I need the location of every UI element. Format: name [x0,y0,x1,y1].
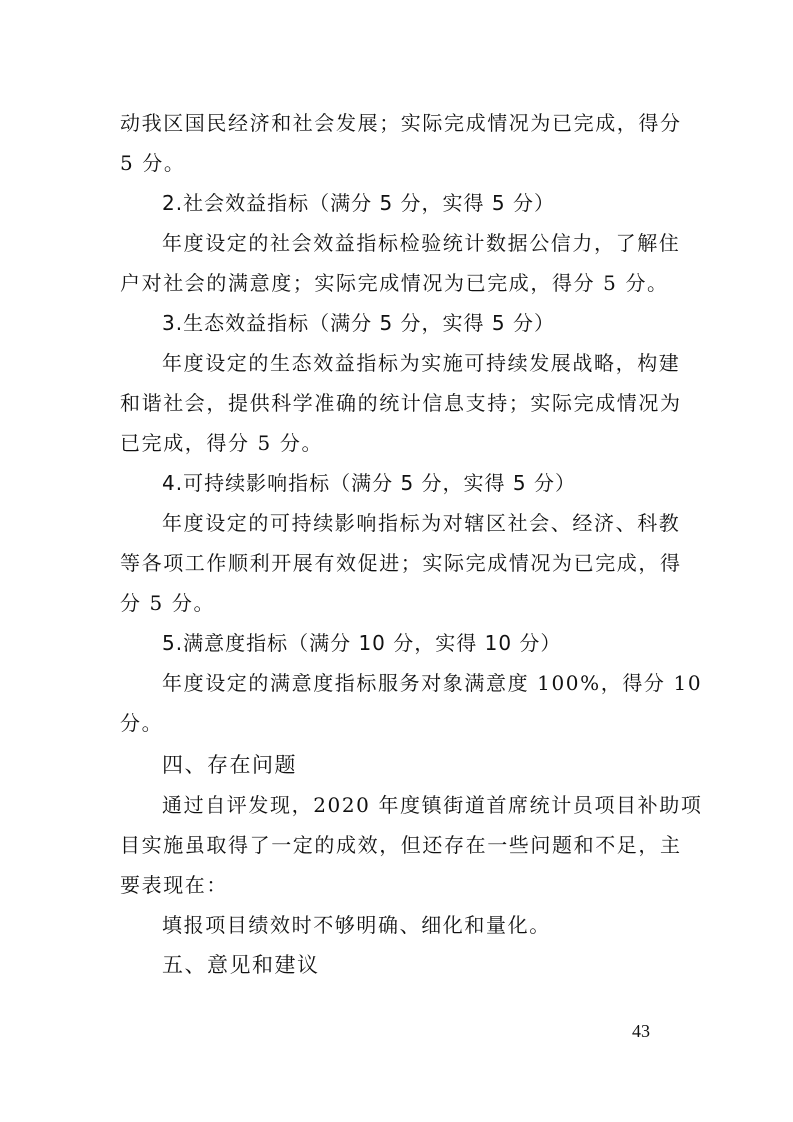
paragraph-line: 动我区国民经济和社会发展；实际完成情况为已完成，得分 [120,111,682,135]
section-heading: 四、存在问题 [162,753,297,777]
paragraph-line: 户对社会的满意度；实际完成情况为已完成，得分 5 分。 [120,271,669,295]
paragraph-line: 通过自评发现，2020 年度镇街道首席统计员项目补助项 [162,793,703,817]
paragraph-line: 等各项工作顺利开展有效促进；实际完成情况为已完成，得 [120,551,682,575]
paragraph-line: 年度设定的生态效益指标为实施可持续发展战略，构建 [162,351,681,375]
page-number: 43 [632,1021,650,1041]
paragraph-line: 分。 [120,711,164,735]
paragraph-line: 目实施虽取得了一定的成效，但还存在一些问题和不足，主 [120,833,682,857]
paragraph-line: 年度设定的社会效益指标检验统计数据公信力，了解住 [162,231,681,255]
paragraph-line: 年度设定的可持续影响指标为对辖区社会、经济、科教 [162,511,681,535]
paragraph-line: 要表现在： [120,873,228,897]
paragraph-line: 分 5 分。 [120,591,216,615]
indicator-heading: 2.社会效益指标（满分 5 分，实得 5 分） [162,191,555,215]
paragraph-line: 已完成，得分 5 分。 [120,431,324,455]
paragraph-line: 填报项目绩效时不够明确、细化和量化。 [162,913,551,937]
indicator-heading: 5.满意度指标（满分 10 分，实得 10 分） [162,631,562,655]
indicator-heading: 4.可持续影响指标（满分 5 分，实得 5 分） [162,471,576,495]
paragraph-line: 5 分。 [120,151,186,175]
paragraph-line: 和谐社会，提供科学准确的统计信息支持；实际完成情况为 [120,391,682,415]
indicator-heading: 3.生态效益指标（满分 5 分，实得 5 分） [162,311,555,335]
section-heading: 五、意见和建议 [162,953,320,977]
paragraph-line: 年度设定的满意度指标服务对象满意度 100%，得分 10 [162,671,703,695]
